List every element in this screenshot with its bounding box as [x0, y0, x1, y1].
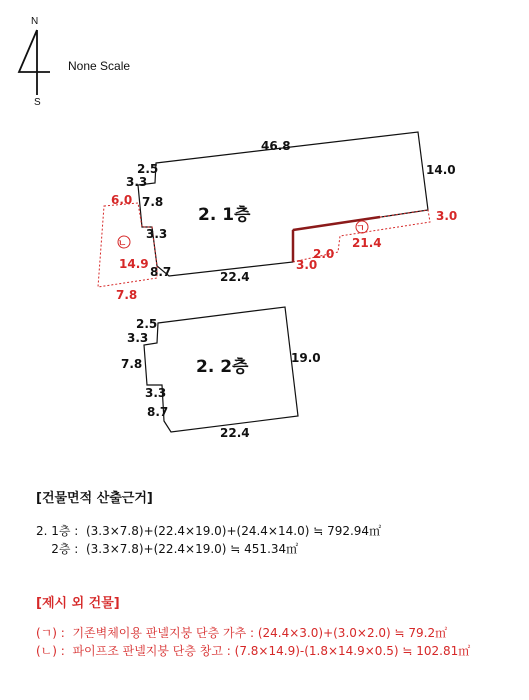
compass-south-label: S: [34, 97, 41, 108]
floor1-outline: [138, 132, 428, 276]
north-arrow-icon: [19, 16, 50, 108]
floor1-dim-left-notch: 3.3: [146, 227, 168, 241]
floor2-dim-left-upper: 7.8: [121, 357, 143, 371]
extra-buildings-heading: [제시 외 건물]: [36, 596, 120, 611]
area-calc-line-1: 2. 1층 : (3.3×7.8)+(22.4×19.0)+(24.4×14.0) ≒ 792.94㎡: [36, 524, 382, 538]
floor2-dim-right: 19.0: [291, 351, 321, 365]
annex-a-right: 3.0: [436, 209, 458, 223]
annex-a-length: 21.4: [352, 236, 382, 250]
floor1-dim-bottom: 22.4: [220, 270, 250, 284]
annex-b-marker: ㄴ: [118, 239, 127, 249]
annex-b-side: 14.9: [119, 257, 149, 271]
floor2-dim-step-b: 3.3: [127, 331, 149, 345]
extra-building-line-1: (ㄱ) : 기존벽체이용 판넬지붕 단층 가추 : (24.4×3.0)+(3.0×2.0) ≒ 79.2㎡: [36, 626, 448, 640]
floor2-dim-left-notch: 3.3: [145, 386, 167, 400]
area-calc-heading: [건물면적 산출근거]: [36, 491, 153, 506]
annex-a-marker: ㄱ: [356, 224, 365, 234]
floor2-title: 2. 2층: [196, 357, 249, 377]
annex-b-bottom: 7.8: [116, 288, 138, 302]
scale-note: None Scale: [68, 59, 131, 73]
annex-b-top: 6.0: [111, 193, 133, 207]
floor2-dim-left-lower: 8.7: [147, 405, 169, 419]
compass-north-label: N: [31, 16, 39, 27]
floor1-dim-top: 46.8: [261, 139, 291, 153]
floor2-dim-bottom: 22.4: [220, 426, 250, 440]
floor2-dim-step-a: 2.5: [136, 317, 158, 331]
floor1-dim-step-b: 3.3: [126, 175, 148, 189]
floor1-dim-right: 14.0: [426, 163, 456, 177]
annex-a-step: 2.0: [313, 247, 335, 261]
floor1-dim-step-a: 2.5: [137, 162, 159, 176]
annex-b-outline: [98, 203, 157, 287]
extra-building-line-2: (ㄴ) : 파이프조 판넬지붕 단층 창고 : (7.8×14.9)-(1.8×14.9×0.5) ≒ 102.81㎡: [36, 644, 471, 658]
area-calc-line-2: 2층 : (3.3×7.8)+(22.4×19.0) ≒ 451.34㎡: [36, 542, 299, 556]
annex-a-left: 3.0: [296, 258, 318, 272]
floor1-dim-left-upper: 7.8: [142, 195, 164, 209]
floor1-dim-left-lower: 8.7: [150, 265, 172, 279]
floor1-title: 2. 1층: [198, 205, 251, 225]
